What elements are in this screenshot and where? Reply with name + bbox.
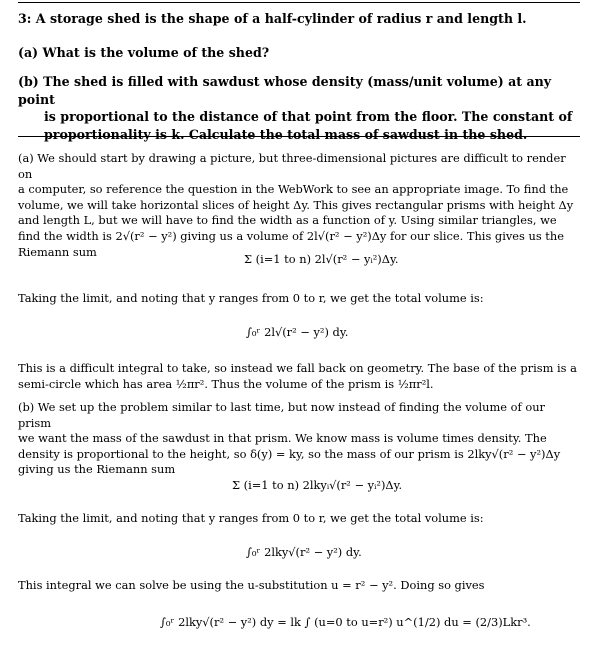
equation-volume-integral: ∫₀ʳ 2l√(r² − y²) dy. bbox=[246, 325, 349, 339]
text-line: volume, we will take horizontal slices of height Δy. This gives rectangular prisms with height Δy bbox=[18, 197, 574, 212]
text-line: find the width is 2√(r² − y²) giving us a volume of 2l√(r² − y²)Δy for our slice. This gives us the bbox=[18, 228, 564, 243]
equation-mass-integral: ∫₀ʳ 2lky√(r² − y²) dy. bbox=[246, 545, 362, 559]
text-line: Riemann sum bbox=[18, 244, 97, 259]
text-line: giving us the Riemann sum bbox=[18, 462, 176, 477]
problem-title: 3: A storage shed is the shape of a half-cylinder of radius r and length l. bbox=[18, 11, 527, 26]
substitution-text: This integral we can solve be using the u-substitution u = r² − y². Doing so gives bbox=[18, 578, 485, 592]
text-line: density is proportional to the height, so δ(y) = ky, so the mass of our prism is 2lky√(r² − y²)Δy bbox=[18, 446, 561, 461]
limit-text-mass: Taking the limit, and noting that y ranges from 0 to r, we get the total volume is: bbox=[18, 511, 484, 525]
equation-riemann-sum-mass: Σ (i=1 to n) 2lkyᵢ√(r² − yᵢ²)Δy. bbox=[232, 478, 403, 492]
text-line: semi-circle which has area ½πr². Thus the volume of the prism is ½πr²l. bbox=[18, 376, 434, 391]
limit-text-volume: Taking the limit, and noting that y ranges from 0 to r, we get the total volume is: bbox=[18, 291, 484, 305]
problem-part-b-line: is proportional to the distance of that point from the floor. The constant of bbox=[44, 109, 573, 124]
equation-final-result: ∫₀ʳ 2lky√(r² − y²) dy = lk ∫ (u=0 to u=r²) u^(1/2) du = (2/3)Lkr³. bbox=[160, 615, 531, 629]
text-line: a computer, so reference the question in the WebWork to see an appropriate image. To find the bbox=[18, 182, 569, 197]
geometry-paragraph bbox=[18, 361, 580, 392]
text-line: and length L, but we will have to find the width as a function of y. Using similar triangles, we bbox=[18, 213, 557, 228]
problem-part-a: (a) What is the volume of the shed? bbox=[18, 45, 270, 60]
equation-riemann-sum-volume: Σ (i=1 to n) 2l√(r² − yᵢ²)Δy. bbox=[244, 252, 399, 266]
problem-part-b bbox=[18, 73, 580, 143]
text-line: (a) We should start by drawing a picture, but three-dimensional pictures are difficult to render on bbox=[18, 151, 566, 181]
solution-part-a-paragraph bbox=[18, 151, 580, 260]
top-rule bbox=[18, 2, 580, 3]
text-line: (b) We set up the problem similar to last time, but now instead of finding the volume of our prism bbox=[18, 400, 545, 430]
solution-part-b-paragraph bbox=[18, 400, 580, 478]
text-line: we want the mass of the sawdust in that prism. We know mass is volume times density. The bbox=[18, 431, 547, 446]
text-line: This is a difficult integral to take, so instead we fall back on geometry. The base of the prism is a bbox=[18, 361, 577, 375]
problem-part-b-line: (b) The shed is filled with sawdust whose density (mass/unit volume) at any point bbox=[18, 74, 552, 107]
problem-part-b-line: proportionality is k. Calculate the total mass of sawdust in the shed. bbox=[44, 126, 528, 142]
